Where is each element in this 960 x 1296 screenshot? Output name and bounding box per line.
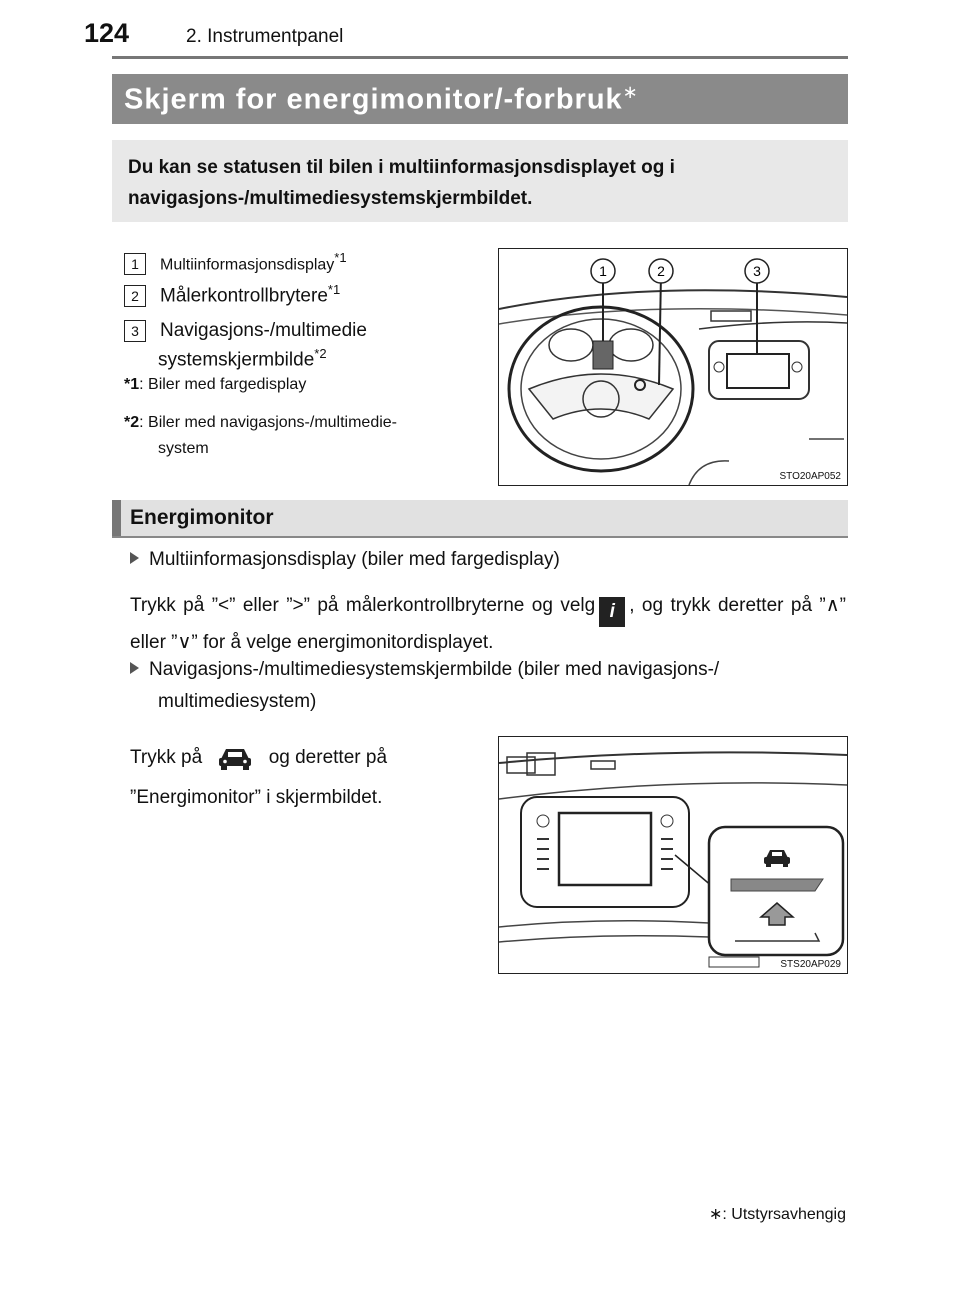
instruction-paragraph: Trykk på og deretter på bbox=[130, 742, 466, 781]
chapter-title: 2. Instrumentpanel bbox=[186, 26, 344, 47]
equipment-note: ∗: Utstyrsavhengig bbox=[708, 1206, 846, 1223]
section-header bbox=[112, 500, 848, 538]
figure-code: STO20AP052 bbox=[779, 471, 841, 482]
instruction-paragraph: Trykk på ”<” eller ”>” på målerkontrollbryterne og velg i , og trykk deretter på ”∧” eller ”∨” for å velge energimonitordisplayet. bbox=[130, 595, 846, 653]
instruction-paragraph-line2: ”Energimonitor” i skjermbildet. bbox=[130, 787, 383, 808]
bullet-item: Multiinformasjonsdisplay (biler med fargedisplay) bbox=[130, 544, 846, 575]
dashboard-illustration bbox=[499, 249, 847, 485]
page-title: Skjerm for energimonitor/-forbruk∗ bbox=[124, 82, 639, 116]
intro-box bbox=[112, 140, 848, 222]
callout-1: 1 bbox=[599, 263, 607, 279]
footnote: *1: Biler med fargedisplay bbox=[124, 376, 307, 393]
list-item: 1 Multiinformasjonsdisplay$^{*1}$ bbox=[124, 250, 347, 275]
section-title-bar bbox=[112, 74, 848, 124]
info-button-icon: i bbox=[599, 597, 625, 627]
list-item-continuation: systemskjermbilde$^{*2}$ bbox=[158, 346, 327, 371]
callout-2: 2 bbox=[657, 263, 665, 279]
header-rule bbox=[112, 56, 848, 59]
multimedia-figure bbox=[498, 736, 848, 974]
triangle-bullet-icon bbox=[130, 662, 139, 674]
bullet-item: Navigasjons-/multimediesystemskjermbilde (biler med navigasjons-/ bbox=[130, 654, 846, 685]
footnote-continuation: system bbox=[158, 440, 209, 457]
intro-text: Du kan se statusen til bilen i multiinformasjonsdisplayet og i navigasjons-/multimediesystemskjermbildet. bbox=[128, 157, 675, 209]
section-title: Energimonitor bbox=[130, 506, 274, 529]
multimedia-illustration bbox=[499, 737, 847, 973]
list-item: 2 Målerkontrollbrytere$^{*1}$ bbox=[124, 282, 340, 307]
bullet-item-continuation: multimediesystem) bbox=[158, 691, 317, 712]
figure-code: STS20AP029 bbox=[780, 959, 841, 970]
dashboard-figure bbox=[498, 248, 848, 486]
list-item: 3 Navigasjons-/multimedie bbox=[124, 320, 367, 342]
car-icon bbox=[217, 745, 253, 781]
triangle-bullet-icon bbox=[130, 552, 139, 564]
callout-3: 3 bbox=[753, 263, 761, 279]
footnote: *2: Biler med navigasjons-/multimedie- bbox=[124, 414, 397, 431]
page-number: 124 bbox=[84, 18, 130, 48]
